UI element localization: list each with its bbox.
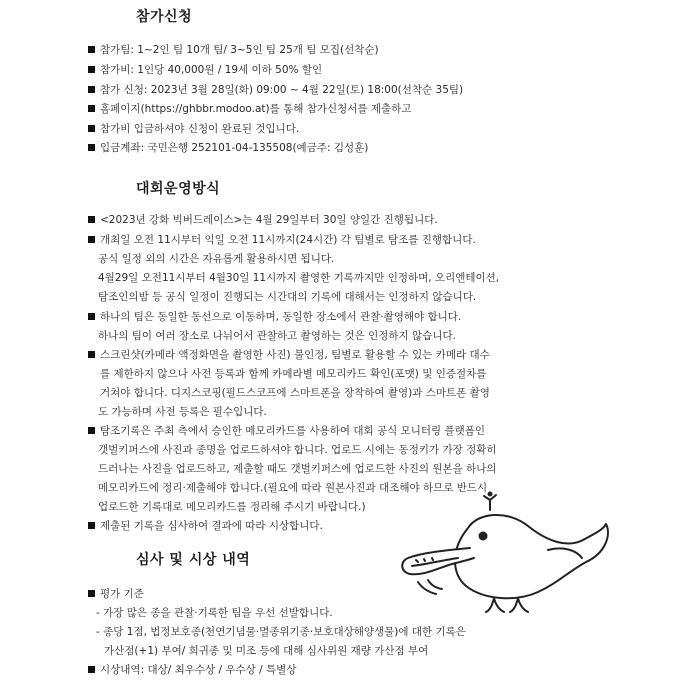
bullet-icon bbox=[88, 590, 95, 597]
bullet-icon bbox=[88, 86, 95, 93]
bullet-icon bbox=[88, 46, 95, 53]
list-item: 참가 신청: 2023년 3월 28일(화) 09:00 ~ 4월 22일(토) 18:00(선착순 35팀) bbox=[88, 84, 463, 97]
bullet-icon bbox=[88, 236, 95, 243]
list-item-continuation: 를 제한하지 않으나 사전 등록과 함께 카메라별 메모리카드 확인(포맷) 및 인증절차를 bbox=[100, 368, 487, 380]
section-heading-registration: 참가신청 bbox=[136, 9, 193, 25]
list-item-continuation: 거쳐야 합니다. 디지스코핑(필드스코프에 스마트폰을 장착하여 촬영)과 스마트폰 촬영 bbox=[100, 387, 490, 399]
list-item-continuation: 탐조인의밤 등 공식 일정이 진행되는 시간대의 기록에 대해서는 인정하지 않습니다. bbox=[98, 291, 477, 303]
list-item-continuation: - 가장 많은 종을 관찰·기록한 팀을 우선 선발합니다. bbox=[96, 607, 333, 619]
bullet-icon bbox=[88, 144, 95, 151]
list-item-continuation: 가산점(+1) 부여/ 희귀종 및 미조 등에 대해 심사위원 재량 가산점 부여 bbox=[104, 645, 429, 657]
list-item: 제출된 기록을 심사하여 결과에 따라 시상합니다. bbox=[88, 520, 323, 533]
bullet-icon bbox=[88, 125, 95, 132]
list-item-continuation: - 종당 1점, 법정보호종(천연기념물·멸종위기종·보호대상해양생물)에 대한 기록은 bbox=[96, 626, 466, 638]
list-item: 개최일 오전 11시부터 익일 오전 11시까지(24시간) 각 팀별로 탐조를 진행합니다. bbox=[88, 234, 476, 247]
bullet-icon bbox=[88, 66, 95, 73]
list-item: 탐조기록은 주최 측에서 승인한 메모리카드를 사용하여 대회 공식 모니터링 플랫폼인 bbox=[88, 425, 485, 438]
list-item: <2023년 강화 빅버드레이스>는 4월 29일부터 30일 양일간 진행됩니다. bbox=[88, 214, 438, 227]
list-item-continuation: 드러나는 사진을 업로드하고, 제출할 때도 갯벌키퍼스에 업로드한 사진의 원본을 하나의 bbox=[98, 463, 497, 475]
list-item: 스크린샷(카메라 액정화면을 촬영한 사진) 불인정, 팀별로 활용할 수 있는 카메라 대수 bbox=[88, 349, 490, 362]
list-item: 참가비 입금하셔야 신청이 완료된 것입니다. bbox=[88, 123, 299, 136]
list-item-continuation: 업로드한 기록대로 메모리카드를 정리해 주시기 바랍니다.) bbox=[98, 501, 366, 513]
bullet-icon bbox=[88, 216, 95, 223]
bullet-icon bbox=[88, 313, 95, 320]
list-item-continuation: 하나의 팀이 여러 장소로 나뉘어서 관찰하고 촬영하는 것은 인정하지 않습니다. bbox=[98, 330, 456, 342]
section-heading-operation: 대회운영방식 bbox=[136, 181, 221, 197]
bullet-icon bbox=[88, 105, 95, 112]
list-item-continuation: 메모리카드에 정리·제출해야 합니다.(필요에 따라 원본사진과 대조해야 하므로 반드시 bbox=[98, 482, 488, 494]
list-item: 하나의 팀은 동일한 동선으로 이동하며, 동일한 장소에서 관찰·촬영해야 합니다. bbox=[88, 311, 461, 324]
bullet-icon bbox=[88, 351, 95, 358]
spoonbill-mascot-icon bbox=[398, 488, 618, 622]
list-item: 홈페이지(https://ghbbr.modoo.at)를 통해 참가신청서를 제출하고 bbox=[88, 103, 411, 116]
list-item-continuation: 갯벌키퍼스에 사진과 종명을 업로드하셔야 합니다. 업로드 시에는 동정키가 가장 정확히 bbox=[98, 444, 497, 456]
bullet-icon bbox=[88, 427, 95, 434]
list-item-continuation: 4월29일 오전11시부터 4월30일 11시까지 촬영한 기록까지만 인정하며, 오리엔테이션, bbox=[98, 272, 500, 284]
section-heading-awards: 심사 및 시상 내역 bbox=[136, 552, 251, 568]
list-item: 시상내역: 대상/ 최우수상 / 우수상 / 특별상 bbox=[88, 664, 296, 677]
bullet-icon bbox=[88, 666, 95, 673]
list-item-continuation: 도 가능하며 사전 등록은 필수입니다. bbox=[98, 406, 267, 418]
list-item: 평가 기준 bbox=[88, 588, 144, 601]
list-item: 참가비: 1인당 40,000원 / 19세 이하 50% 할인 bbox=[88, 64, 322, 77]
bullet-icon bbox=[88, 522, 95, 529]
list-item: 참가팀: 1~2인 팀 10개 팀/ 3~5인 팀 25개 팀 모집(선착순) bbox=[88, 44, 379, 57]
list-item-continuation: 공식 일정 외의 시간은 자유롭게 활용하시면 됩니다. bbox=[98, 253, 335, 265]
list-item: 입금계좌: 국민은행 252101-04-135508(예금주: 김성훈) bbox=[88, 142, 368, 155]
